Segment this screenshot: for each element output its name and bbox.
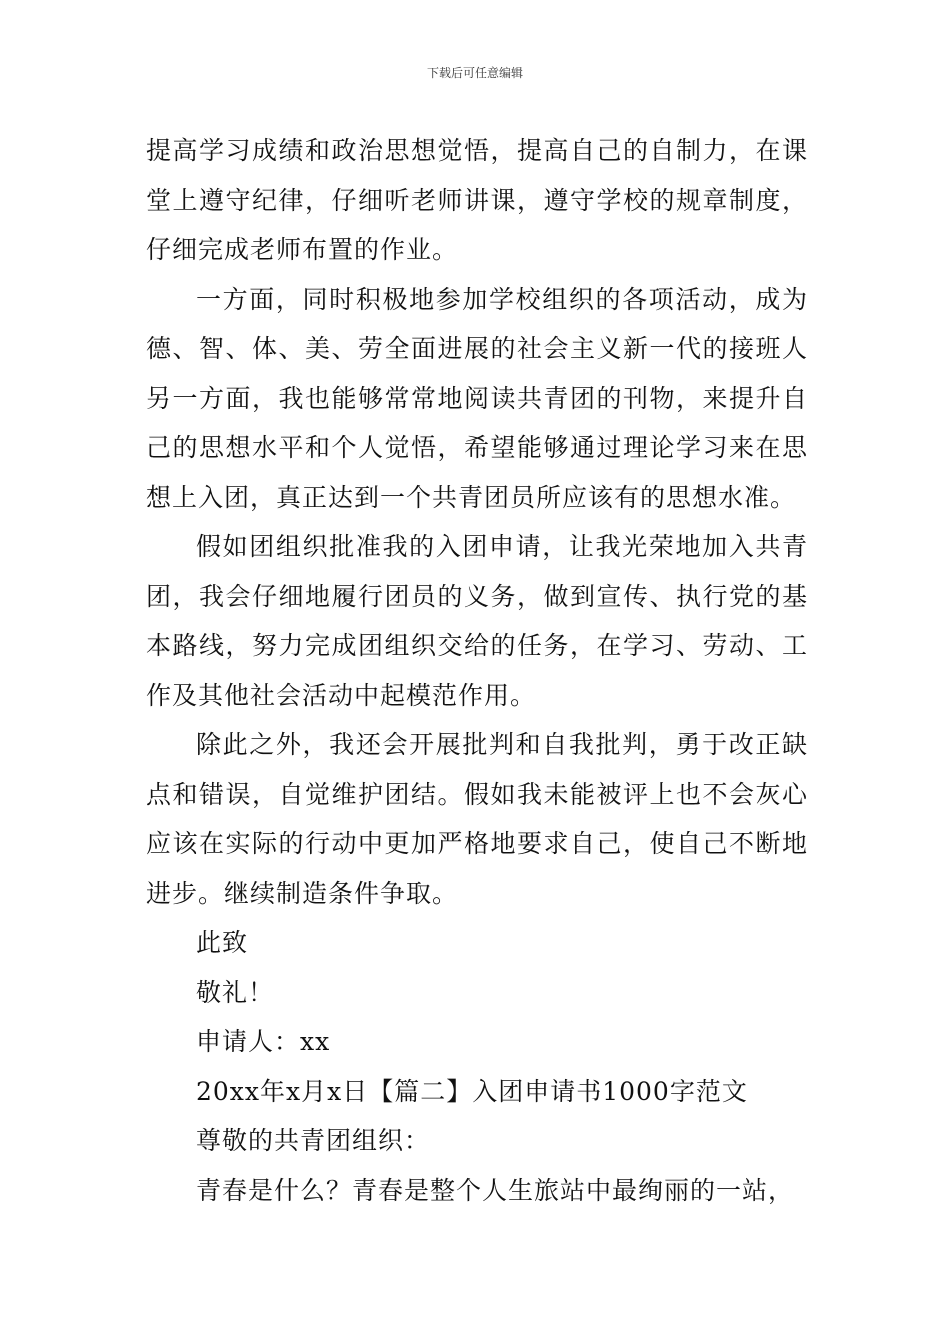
paragraph-5-start: 青春是什么？青春是整个人生旅站中最绚丽的一站， xyxy=(196,1175,795,1205)
document-body xyxy=(146,126,808,1215)
paragraph-2: 一方面，同时积极地参加学校组织的各项活动，成为德、智、体、美、劳全面进展的社会主义新一代的接班人另一方面，我也能够常常地阅读共青团的刊物，来提升自己的思想水平和个人觉悟，希望能够通过理论学习来在思想上入团，真正达到一个共青团员所应该有的思想水准。 xyxy=(146,284,808,512)
greeting-line: 尊敬的共青团组织： xyxy=(196,1126,431,1155)
paragraph-4: 除此之外，我还会开展批判和自我批判，勇于改正缺点和错误，自觉维护团结。假如我未能被评上也不会灰心应该在实际的行动中更加严格地要求自己，使自己不断地进步。继续制造条件争取。 xyxy=(146,730,808,908)
applicant-line: 申请人：xx xyxy=(196,1027,331,1056)
salute-line: 敬礼！ xyxy=(196,977,275,1007)
closing-line: 此致 xyxy=(196,928,249,957)
date-title-line: 20xx年x月x日【篇二】入团申请书1000字范文 xyxy=(196,1076,748,1106)
paragraph-1: 提高学习成绩和政治思想觉悟，提高自己的自制力，在课堂上遵守纪律，仔细听老师讲课，遵守学校的规章制度，仔细完成老师布置的作业。 xyxy=(146,136,808,264)
page-header-note: 下载后可任意编辑 xyxy=(426,66,523,80)
paragraph-3: 假如团组织批准我的入团申请，让我光荣地加入共青团，我会仔细地履行团员的义务，做到宣传、执行党的基本路线，努力完成团组织交给的任务，在学习、劳动、工作及其他社会活动中起模范作用。 xyxy=(146,532,808,710)
